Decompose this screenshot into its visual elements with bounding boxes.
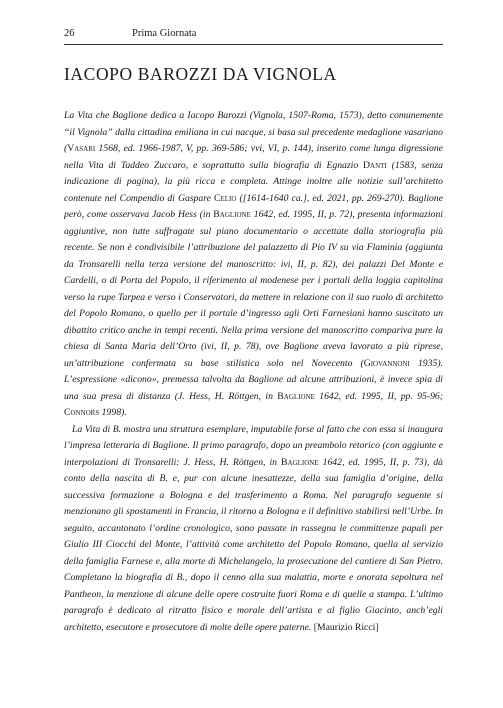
text-run: 1568, ed. 1966-1987, V, pp. 369-586; vvi, VI, p. 144), inserito come lunga digressione nella Vita di Taddeo Zuccaro, e soprattutto sulla biografia di Egnazio: [64, 143, 443, 171]
page: [64, 28, 443, 636]
author-citation: Baglione: [281, 456, 319, 468]
author-citation: Giovannoni: [363, 357, 410, 369]
paragraph-2: [64, 422, 443, 637]
text-run: La Vita che Baglione dedica a Iacopo Barozzi (Vignola, 1507-Roma, 1573), detto comunemente “il Vignola” dalla cittadina emiliana in cui nacque, si basa sul precedente medaglione vasariano (: [64, 110, 443, 154]
text-run: 1642, ed. 1995, II, p. 73), dà conto della nascita di B. e, pur con alcune inesattezze, della sua famiglia d’origine, della successiva formazione a Bologna e del trasferimento a Roma. Nel paragrafo seguente si menzionano gli spostamenti in Francia, il ritorno a Bologna e il definitivo stabilirsi nell’Urbe. In seguito, accantonato l’ordine cronologico, sono passate in rassegna le committenze papali per Giulio III Ciocchi del Monte, l’attività come architetto del Popolo Romano, quella al servizio della famiglia Farnese e, alla morte di Michelangelo, la prosecuzione del cantiere di San Pietro. Completano la biografia di B., dopo il cenno alla sua malattia, morte e onorata sepoltura nel Pantheon, la menzione di alcune delle opere costruite fuori Roma e di quelle a stampa. L’ultimo paragrafo è dedicato al ritratto fisico e morale dell’artista e al figlio Giacinto, anch’egli architetto, esecutore e prosecutore di molte delle opere paterne.: [64, 456, 443, 633]
chapter-title: IACOPO BAROZZI DA VIGNOLA: [64, 64, 337, 84]
author-citation: Baglione: [277, 390, 315, 402]
author-citation: Vasari: [67, 143, 96, 154]
text-run: ([1614-1640 ca.], ed. 2021, pp. 269-270). Baglione però, come osservava Jacob Hess (in: [64, 192, 443, 220]
author-citation: Celio: [214, 192, 237, 204]
author-citation: Danti: [363, 159, 387, 171]
text-run: (1583, senza indicazione di pagina), la più ricca e completa. Attinge inoltre alle notizie sull’architetto contenute nel Compendio di Gaspare: [64, 159, 443, 204]
author-citation: Baglione: [213, 209, 251, 220]
body-text: [64, 108, 443, 636]
running-header: [64, 28, 443, 45]
text-run: 1998).: [99, 407, 127, 418]
signature: [Maurizio Ricci]: [313, 621, 379, 633]
text-run: 1935). L’espressione «dicono», premessa talvolta da Baglione ad alcune attribuzioni, è invece spia di una sua presa di distanza (J. Hess, H. Röttgen, in: [64, 357, 443, 402]
paragraph-1: [64, 108, 443, 422]
section-label: Prima Giornata: [132, 28, 197, 39]
text-run: 1642, ed. 1995, II, pp. 95-96;: [314, 390, 443, 402]
author-citation: Connors: [64, 407, 100, 418]
page-number: 26: [64, 28, 75, 39]
text-run: La Vita di B. mostra una struttura esemplare, imputabile forse al fatto che con essa si inaugura l’impresa letteraria di Baglione. Il primo paragrafo, dopo un preambolo retorico (con aggiunte e interpolazioni di Tronsarelli: J. Hess, H. Röttgen, in: [64, 423, 443, 468]
text-run: 1642, ed. 1995, II, p. 72), presenta informazioni aggiuntive, non tutte suffragate sul piano documentario o accettate dalla storiografia più recente. Se non è condivisibile l’attribuzione del palazzetto di Pio IV su via Flaminia (aggiunta da Tronsarelli nella terza versione del manoscritto: ivi, II, p. 82), dei palazzi Del Monte e Cardelli, o di Porta del Popolo, il riferimento al modenese per i portali della loggia capitolina verso la rupe Tarpea e verso i Conservatori, da mettere in relazione con il suo ruolo di architetto del Popolo Romano, o quello per il portale d’ingresso agli Orti Farnesiani hanno suscitato un dibattito critico anche in tempi recenti. Nella prima versione del manoscritto compariva pure la chiesa di Santa Maria dell’Orto (ivi, II, p. 78), ove Baglione aveva lavorato a più riprese, un’attribuzione confermata su base stilistica solo nel Novecento (: [64, 209, 443, 369]
